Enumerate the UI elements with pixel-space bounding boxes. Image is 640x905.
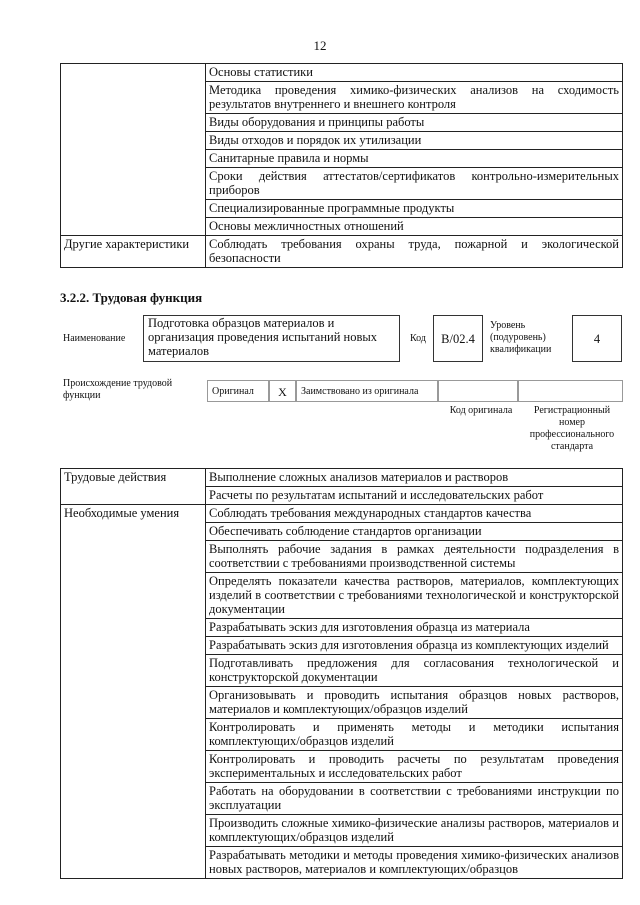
function-name-box [143, 315, 400, 362]
table-cell: Разрабатывать эскиз для изготовления образца из материала [206, 619, 623, 637]
table-cell: Соблюдать требования охраны труда, пожарной и экологической безопасности [206, 236, 623, 268]
table-cell: Специализированные программные продукты [206, 200, 623, 218]
origin-label: Происхождение трудовой функции [63, 378, 173, 401]
table-row [61, 64, 623, 82]
section-heading: 3.2.2. Трудовая функция [60, 290, 203, 305]
table-row [61, 505, 623, 523]
name-label: Наименование [63, 333, 126, 344]
function-code-box [433, 315, 483, 362]
table-label-cell: Трудовые действия [61, 469, 206, 505]
level-box [572, 315, 622, 362]
origin-reg-cell [518, 380, 623, 402]
table-row [61, 469, 623, 487]
function-code-value: B/02.4 [441, 332, 475, 346]
table-cell: Контролировать и проводить расчеты по результатам проведения экспериментальных и исследовательских работ [206, 751, 623, 783]
reg-number-caption: Регистрационный номер профессионального стандарта [529, 405, 615, 452]
table-cell: Организовывать и проводить испытания образцов новых растворов, материалов и комплектующих/образцов изделий [206, 687, 623, 719]
function-name-value: Подготовка образцов материалов и организация проведения испытаний новых материалов [148, 316, 378, 358]
table-cell: Обеспечивать соблюдение стандартов организации [206, 523, 623, 541]
origin-mark-cell: X [269, 380, 296, 402]
origin-borrowed-cell: Заимствовано из оригинала [296, 380, 438, 402]
table-cell: Контролировать и применять методы и методики испытания комплектующих/образцов изделий [206, 719, 623, 751]
table-cell: Методика проведения химико-физических анализов на сходимость результатов внутреннего и внешнего контроля [206, 82, 623, 114]
table-cell: Работать на оборудовании в соответствии с требованиями инструкции по эксплуатации [206, 783, 623, 815]
table-cell: Соблюдать требования международных стандартов качества [206, 505, 623, 523]
table-cell: Сроки действия аттестатов/сертификатов контрольно-измерительных приборов [206, 168, 623, 200]
table-label-cell [61, 64, 206, 236]
knowledge-table [60, 63, 623, 268]
level-value: 4 [593, 332, 601, 346]
origin-original-cell: Оригинал [207, 380, 269, 402]
table-cell: Выполнение сложных анализов материалов и растворов [206, 469, 623, 487]
table-cell: Санитарные правила и нормы [206, 150, 623, 168]
table-cell: Виды оборудования и принципы работы [206, 114, 623, 132]
table-label-cell: Другие характеристики [61, 236, 206, 268]
level-label: Уровень (подуровень) квалификации [490, 320, 552, 355]
table-cell: Расчеты по результатам испытаний и исследовательских работ [206, 487, 623, 505]
code-label: Код [410, 333, 426, 344]
table-cell: Производить сложные химико-физические анализы растворов, материалов и комплектующих/образцов изделий [206, 815, 623, 847]
table-cell: Основы статистики [206, 64, 623, 82]
page-number: 12 [313, 38, 327, 53]
labor-function-table [60, 468, 623, 879]
table-cell: Виды отходов и порядок их утилизации [206, 132, 623, 150]
code-original-caption: Код оригинала [449, 405, 513, 416]
table-cell: Основы межличностных отношений [206, 218, 623, 236]
table-label-cell: Необходимые умения [61, 505, 206, 879]
table-cell: Определять показатели качества растворов, материалов, комплектующих изделий в соответствии с требованиями технологической и конструкторской документации [206, 573, 623, 619]
table-row [61, 236, 623, 268]
origin-code-cell [438, 380, 518, 402]
table-cell: Разрабатывать методики и методы проведения химико-физических анализов новых растворов, материалов и комплектующих/образцов [206, 847, 623, 879]
table-cell: Разрабатывать эскиз для изготовления образца из комплектующих изделий [206, 637, 623, 655]
table-cell: Подготавливать предложения для согласования технологической и конструкторской документации [206, 655, 623, 687]
table-cell: Выполнять рабочие задания в рамках деятельности подразделения в соответствии с требованиями производственной системы [206, 541, 623, 573]
